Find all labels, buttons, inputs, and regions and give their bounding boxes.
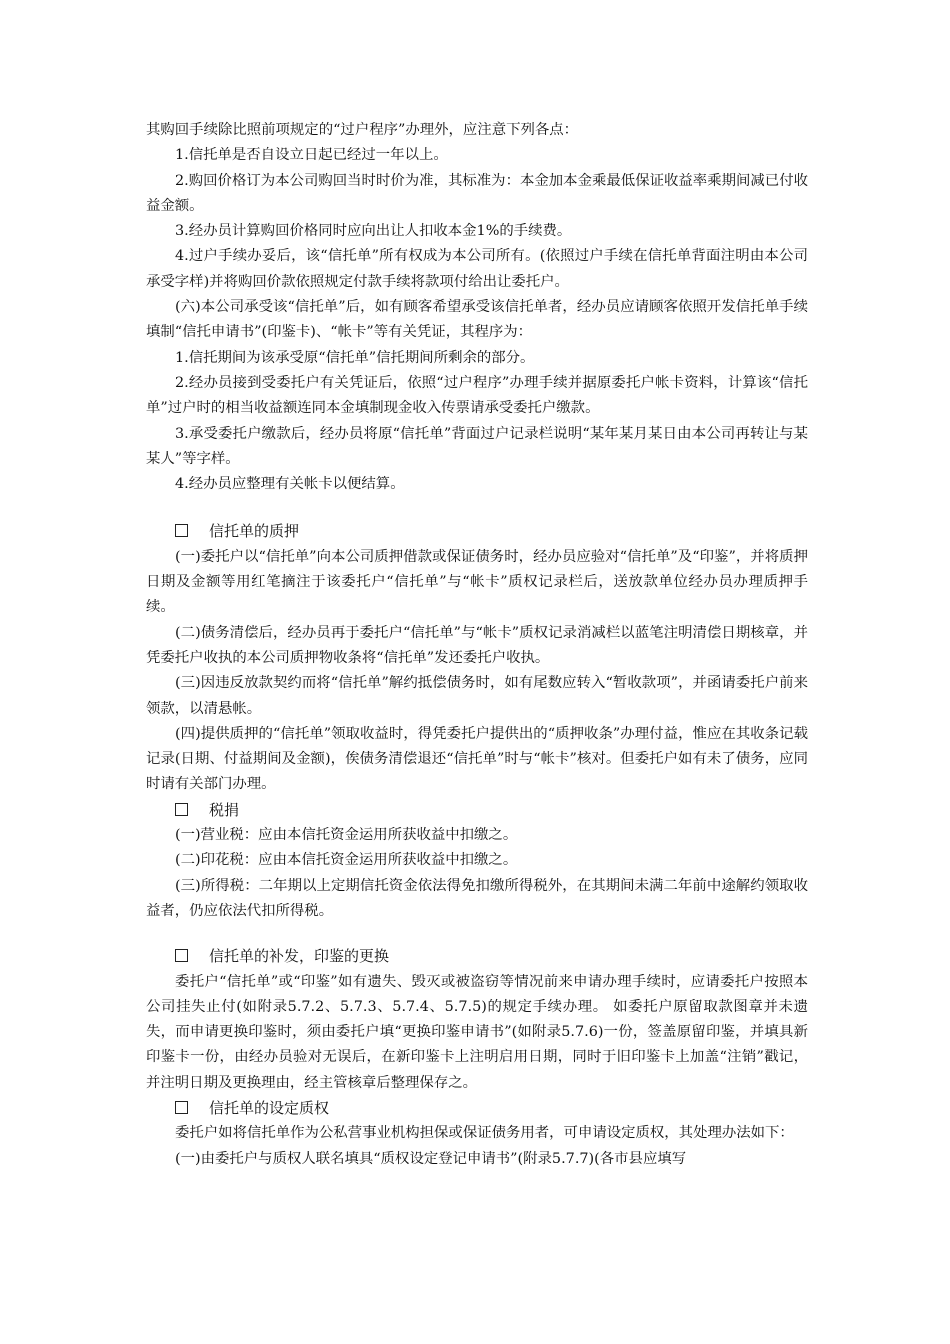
paragraph: (二)债务清偿后，经办员再于委托户“信托单”与“帐卡”质权记录消减栏以蓝笔注明清偿日期核章，并凭委托户收执的本公司质押物收条将“信托单”发还委托户收执。 bbox=[146, 624, 808, 666]
checkbox-square-icon bbox=[175, 803, 188, 816]
section-heading-text: 信托单的设定质权 bbox=[209, 1098, 330, 1117]
paragraph: (一)委托户以“信托单”向本公司质押借款或保证债务时，经办员应验对“信托单”及“印鉴”，并将质押日期及金额等用红笔摘注于该委托户“信托单”与“帐卡”质权记录栏后，送放款单位经办员办理质押手续。 bbox=[146, 548, 808, 616]
section-spacer bbox=[146, 924, 808, 944]
paragraph: 3.承受委托户缴款后，经办员将原“信托单”背面过户记录栏说明“某年某月某日由本公司再转让与某某人”等字样。 bbox=[146, 425, 808, 467]
paragraph: 1.信托单是否自设立日起已经过一年以上。 bbox=[175, 147, 448, 164]
section-heading-text: 信托单的补发，印鉴的更换 bbox=[209, 947, 390, 966]
section-heading bbox=[146, 798, 808, 823]
section-heading bbox=[146, 1096, 808, 1121]
paragraph: 其购回手续除比照前项规定的“过户程序”办理外，应注意下列各点： bbox=[146, 122, 579, 138]
paragraph: 4.经办员应整理有关帐卡以便结算。 bbox=[175, 476, 405, 493]
paragraph: 2.购回价格订为本公司购回当时时价为准，其标准为：本金加本金乘最低保证收益率乘期间减已付收益金额。 bbox=[146, 172, 808, 214]
checkbox-square-icon bbox=[175, 1101, 188, 1114]
paragraph: (二)印花税：应由本信托资金运用所获收益中扣缴之。 bbox=[175, 852, 518, 869]
section-heading-text: 税捐 bbox=[209, 800, 240, 819]
section-heading-text: 信托单的质押 bbox=[209, 522, 300, 541]
section-heading bbox=[146, 519, 808, 544]
paragraph: 4.过户手续办妥后，该“信托单”所有权成为本公司所有。(依照过户手续在信托单背面注明由本公司承受字样)并将购回价款依照规定付款手续将款项付给出让委托户。 bbox=[146, 248, 808, 290]
section-heading bbox=[146, 944, 808, 969]
paragraph: (三)因违反放款契约而将“信托单”解约抵偿债务时，如有尾数应转入“暂收款项”，并函请委托户前来领款，以清悬帐。 bbox=[146, 675, 808, 717]
document-page bbox=[146, 118, 808, 1172]
paragraph: (三)所得税：二年期以上定期信托资金依法得免扣缴所得税外，在其期间未满二年前中途解约领取收益者，仍应依法代扣所得税。 bbox=[146, 877, 808, 919]
checkbox-square-icon bbox=[175, 949, 188, 962]
paragraph: 1.信托期间为该承受原“信托单”信托期间所剩余的部分。 bbox=[175, 349, 535, 366]
checkbox-square-icon bbox=[175, 524, 188, 537]
paragraph: (一)营业税：应由本信托资金运用所获收益中扣缴之。 bbox=[175, 827, 518, 844]
paragraph: 3.经办员计算购回价格同时应向出让人扣收本金1%的手续费。 bbox=[175, 223, 572, 240]
paragraph: 委托户“信托单”或“印鉴”如有遗失、毁灭或被盗窃等情况前来申请办理手续时，应请委托户按照本公司挂失止付(如附录5.7.2、5.7.3、5.7.4、5.7.5)的规定手续办理。 如委托户原留取款图章并未遗失，而申请更换印鉴时，须由委托户填“更换印鉴申请书”(如附录5.7.6)一份，签盖原留印鉴，并填具新印鉴卡一份，由经办员验对无误后，在新印鉴卡上注明启用日期，同时于旧印鉴卡上加盖“注销”戳记，并注明日期及更换理由，经主管核章后整理保存之。 bbox=[146, 973, 808, 1091]
paragraph: (六)本公司承受该“信托单”后，如有顾客希望承受该信托单者，经办员应请顾客依照开发信托单手续填制“信托申请书”(印鉴卡)、“帐卡”等有关凭证，其程序为： bbox=[146, 299, 808, 341]
paragraph: 2.经办员接到受委托户有关凭证后，依照“过户程序”办理手续并据原委托户帐卡资料，计算该“信托单”过户时的相当收益额连同本金填制现金收入传票请承受委托户缴款。 bbox=[146, 374, 808, 417]
paragraph: 委托户如将信托单作为公私营事业机构担保或保证债务用者，可申请设定质权，其处理办法如下： bbox=[175, 1125, 794, 1142]
paragraph: (四)提供质押的“信托单”领取收益时，得凭委托户提供出的“质押收条”办理付益，惟应在其收条记载记录(日期、付益期间及金额)，俟债务清偿退还“信托单”时与“帐卡”核对。但委托户如有未了债务，应同时请有关部门办理。 bbox=[146, 725, 808, 793]
section-spacer bbox=[146, 497, 808, 519]
paragraph: (一)由委托户与质权人联名填具“质权设定登记申请书”(附录5.7.7)(各市县应填写 bbox=[175, 1150, 687, 1167]
